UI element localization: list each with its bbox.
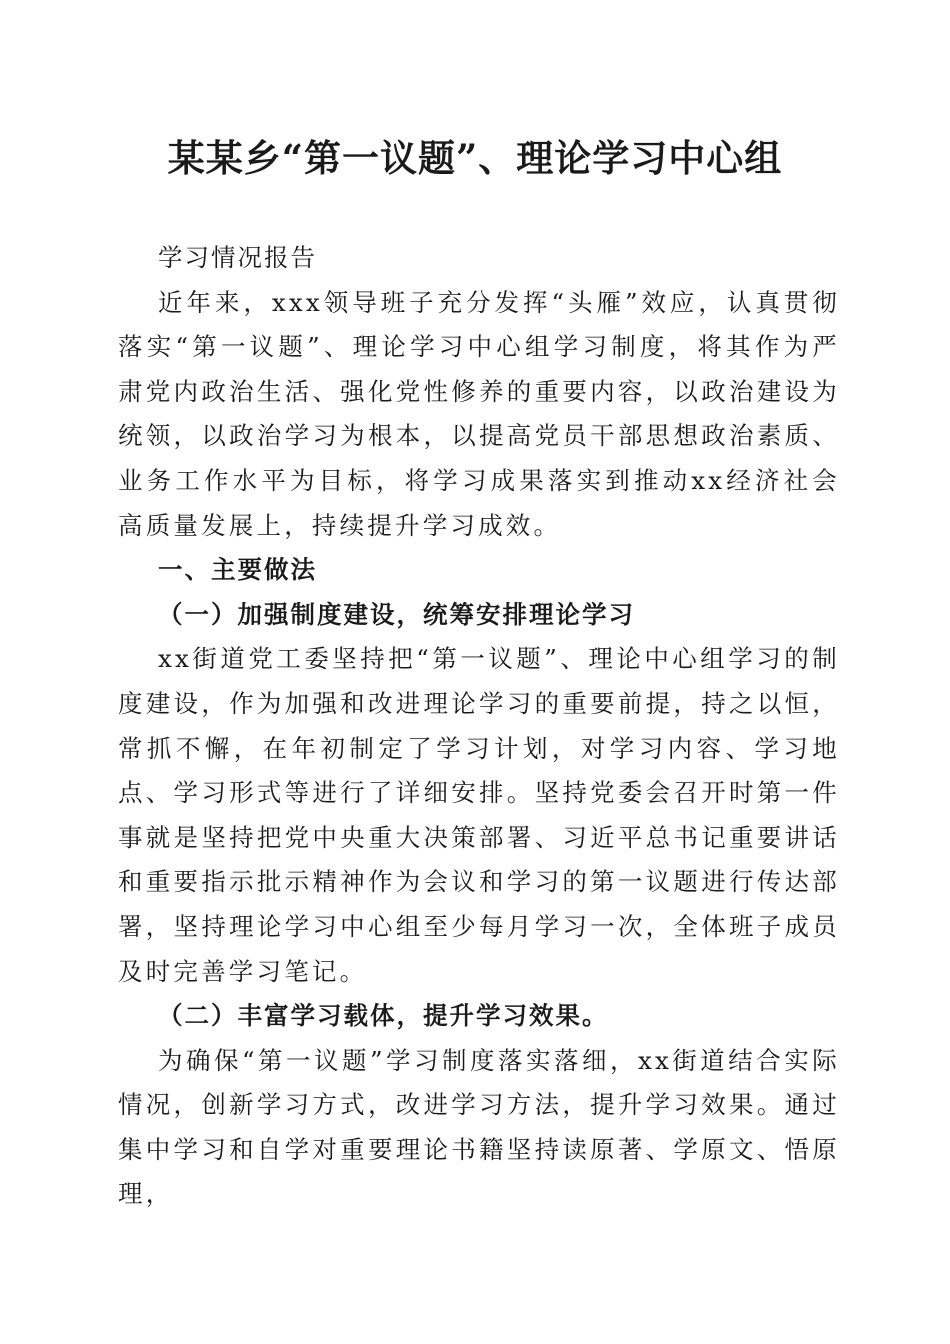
subsection-heading-2: （二）丰富学习载体，提升学习效果。 bbox=[158, 1001, 609, 1031]
subsection-1-paragraph: xx街道党工委坚持把“第一议题”、理论中心组学习的制度建设，作为加强和改进理论学习的重要前提，持之以恒，常抓不懈，在年初制定了学习计划，对学习内容、学习地点、学习形式等进行了详细安排。坚持党委会召开时第一件事就是坚持把党中央重大决策部署、习近平总书记重要讲话和重要指示批示精神作为会议和学习的第一议题进行传达部署，坚持理论学习中心组至少每月学习一次，全体班子成员及时完善学习笔记。 bbox=[118, 644, 840, 986]
document-subtitle: 学习情况报告 bbox=[158, 243, 317, 272]
subsection-2-paragraph: 为确保“第一议题”学习制度落实落细，xx街道结合实际情况，创新学习方式，改进学习方法，提升学习效果。通过集中学习和自学对重要理论书籍坚持读原著、学原文、悟原理， bbox=[118, 1045, 840, 1209]
document-body bbox=[118, 236, 840, 1217]
document-title: 某某乡“第一议题”、理论学习中心组 bbox=[167, 136, 783, 180]
intro-paragraph: 近年来，xxx领导班子充分发挥“头雁”效应，认真贯彻落实“第一议题”、理论学习中心组学习制度，将其作为严肃党内政治生活、强化党性修养的重要内容，以政治建设为统领，以政治学习为根本，以提高党员干部思想政治素质、业务工作水平为目标，将学习成果落实到推动xx经济社会高质量发展上，持续提升学习成效。 bbox=[118, 287, 840, 540]
section-heading-main-practices: 一、主要做法 bbox=[158, 555, 317, 585]
subsection-heading-1: （一）加强制度建设，统筹安排理论学习 bbox=[158, 599, 635, 629]
